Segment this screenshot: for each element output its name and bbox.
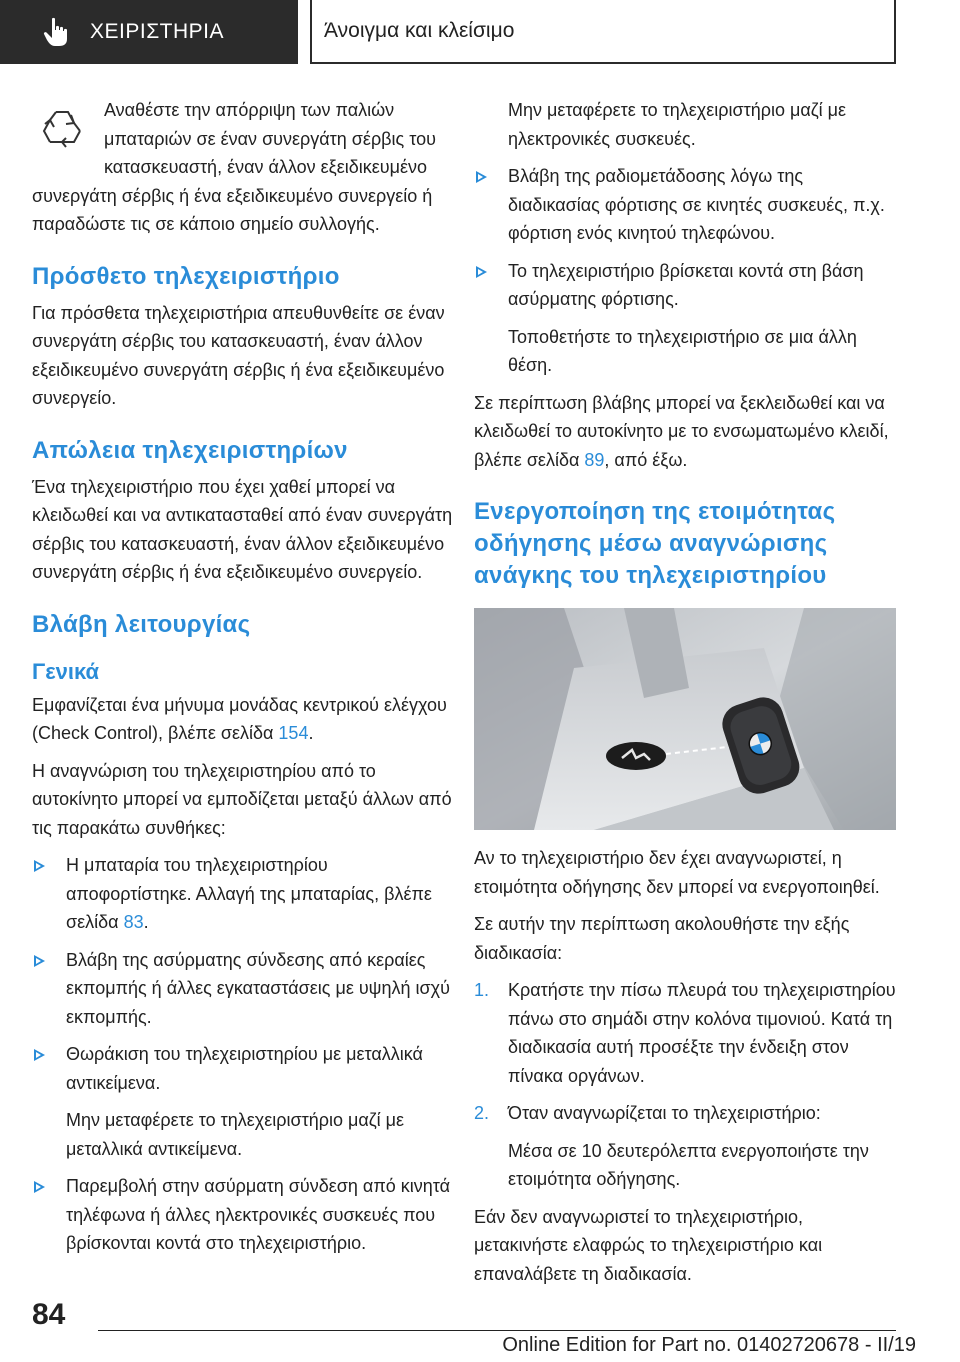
list-item-note: Μην μεταφέρετε το τηλεχειριστήριο μαζί με μεταλλικά αντικείμενα.	[66, 1110, 405, 1159]
recycle-text: Αναθέστε την απόρριψη των παλιών μπαταριών σε έναν συνεργάτη σέρβις του κατασκευαστή, έναν άλλον εξειδικευμένο συνεργάτη σέρβις ή ένα εξειδικευμένο συνεργείο ή παραδώστε τις σε κάποιο σημείο συλλογής.	[32, 100, 436, 234]
para-damage-text: Σε περίπτωση βλάβης μπορεί να ξεκλειδωθεί και να κλειδωθεί το αυτοκίνητο με το ενσωματωμένο κλειδί, βλέπε σελίδα	[474, 392, 889, 470]
conditions-list-right	[474, 162, 896, 314]
heading-emergency-detection: Ενεργοποίηση της ετοιμότητας οδήγησης μέσω αναγνώρισης ανάγκης του τηλεχειριστηρίου	[474, 498, 836, 589]
list-item-end: .	[143, 912, 149, 932]
list-item	[32, 851, 454, 937]
footer-divider	[98, 1330, 896, 1331]
page-number: 84	[32, 1298, 66, 1331]
para-retry: Εάν δεν αναγνωριστεί το τηλεχειριστήριο, μετακινήστε ελαφρώς το τηλεχειριστήριο και επαναλάβετε τη διαδικασία.	[474, 1206, 823, 1284]
hand-pointer-icon	[40, 15, 74, 49]
triangle-bullet-icon	[34, 860, 45, 872]
para-general-end: .	[308, 723, 314, 743]
para-general-text: Εμφανίζεται ένα μήνυμα μονάδας κεντρικού ελέγχου (Check Control), βλέπε σελίδα	[32, 694, 447, 743]
para-recognition: Η αναγνώριση του τηλεχειριστηρίου από το αυτοκίνητο μπορεί να εμποδίζεται μεταξύ άλλων από τις παρακάτω συνθήκες:	[32, 760, 452, 838]
chapter-label: ΧΕΙΡΙΣΤΗΡΙΑ	[90, 20, 225, 43]
triangle-bullet-icon	[34, 955, 45, 967]
step-item	[474, 976, 896, 1090]
step-text: Όταν αναγνωρίζεται το τηλεχειριστήριο:	[508, 1103, 821, 1123]
page-link-89[interactable]: 89	[584, 449, 605, 470]
triangle-bullet-icon	[34, 1049, 45, 1061]
heading-additional-remote: Πρόσθετο τηλεχειριστήριο	[32, 262, 340, 290]
page-header	[0, 0, 960, 64]
section-title: Άνοιγμα και κλείσιμο	[310, 0, 896, 64]
triangle-bullet-icon	[34, 1181, 45, 1193]
heading-lost-remote: Απώλεια τηλεχειριστηρίων	[32, 436, 348, 464]
procedure-steps	[474, 976, 896, 1128]
para-lost-remote: Ένα τηλεχειριστήριο που έχει χαθεί μπορεί να κλειδωθεί και να αντικατασταθεί από έναν συνεργάτη σέρβις του κατασκευαστή, έναν άλλον εξειδικευμένο συνεργάτη σέρβις ή ένα εξειδικευμένο συνεργείο.	[32, 476, 453, 582]
conditions-list	[32, 851, 454, 1097]
left-column	[32, 96, 454, 1267]
triangle-bullet-icon	[476, 171, 487, 183]
step-item	[474, 1099, 896, 1128]
list-item	[32, 1172, 454, 1258]
chapter-tab[interactable]	[0, 0, 298, 64]
list-item-text: Το τηλεχειριστήριο βρίσκεται κοντά στη βάση ασύρματης φόρτισης.	[508, 260, 864, 309]
edition-text: Online Edition for Part no. 01402720678 - II/19	[502, 1334, 916, 1356]
list-item-text: Θωράκιση του τηλεχειριστηρίου με μεταλλικά αντικείμενα.	[66, 1044, 423, 1093]
page-link-154[interactable]: 154	[278, 723, 309, 743]
list-item-text: Η μπαταρία του τηλεχειριστηρίου αποφορτίστηκε. Αλλαγή της μπαταρίας, βλέπε σελίδα	[66, 855, 432, 932]
recycle-note	[32, 96, 454, 239]
page-link-83[interactable]: 83	[123, 912, 144, 932]
para-procedure: Σε αυτήν την περίπτωση ακολουθήστε την εξής διαδικασία:	[474, 914, 850, 963]
list-item	[474, 162, 896, 248]
para-general	[32, 691, 454, 748]
step-number: 2.	[474, 1103, 490, 1123]
list-item	[32, 1040, 454, 1097]
list-item-note: Τοποθετήστε το τηλεχειριστήριο σε μια άλλη θέση.	[508, 326, 857, 375]
list-item-note: Μην μεταφέρετε το τηλεχειριστήριο μαζί με ηλεκτρονικές συσκευές.	[508, 100, 847, 149]
list-item-text: Βλάβη της ραδιομετάδοσης λόγω της διαδικασίας φόρτισης σε κινητές συσκευές, π.χ. φόρτιση ενός κινητού τηλεφώνου.	[508, 166, 885, 243]
para-additional-remote: Για πρόσθετα τηλεχειριστήρια απευθυνθείτε σε έναν συνεργάτη σέρβις του κατασκευαστή, έναν άλλον εξειδικευμένο συνεργάτη σέρβις ή ένα εξειδικευμένο συνεργείο.	[32, 302, 445, 408]
steering-column-key-photo	[474, 608, 896, 830]
triangle-bullet-icon	[476, 266, 487, 278]
heading-general: Γενικά	[32, 658, 100, 684]
list-item	[474, 257, 896, 314]
conditions-list-cont	[32, 1172, 454, 1258]
right-column	[474, 96, 896, 1297]
step-text: Κρατήστε την πίσω πλευρά του τηλεχειριστηρίου πάνω στο σημάδι στην κολόνα τιμονιού. Κατά τη διαδικασία αυτή προσέξτε την ένδειξη στον πίνακα οργάνων.	[508, 980, 896, 1086]
heading-malfunction: Βλάβη λειτουργίας	[32, 610, 251, 638]
list-item-text: Βλάβη της ασύρματης σύνδεσης από κεραίες εκπομπής ή άλλες εγκαταστάσεις με υψηλή ισχύ εκπομπής.	[66, 949, 450, 1027]
step-note: Μέσα σε 10 δευτερόλεπτα ενεργοποιήστε την ετοιμότητα οδήγησης.	[508, 1140, 869, 1189]
para-damage	[474, 389, 896, 475]
para-not-recognized: Αν το τηλεχειριστήριο δεν έχει αναγνωριστεί, η ετοιμότητα οδήγησης δεν μπορεί να ενεργοποιηθεί.	[474, 848, 880, 897]
recycle-icon	[34, 102, 90, 158]
list-item	[32, 946, 454, 1032]
list-item-text: Παρεμβολή στην ασύρματη σύνδεση από κινητά τηλέφωνα ή άλλες ηλεκτρονικές συσκευές που βρίσκονται κοντά στο τηλεχειριστήριο.	[66, 1176, 451, 1253]
step-number: 1.	[474, 980, 490, 1000]
para-damage-end: , από έξω.	[604, 449, 688, 470]
